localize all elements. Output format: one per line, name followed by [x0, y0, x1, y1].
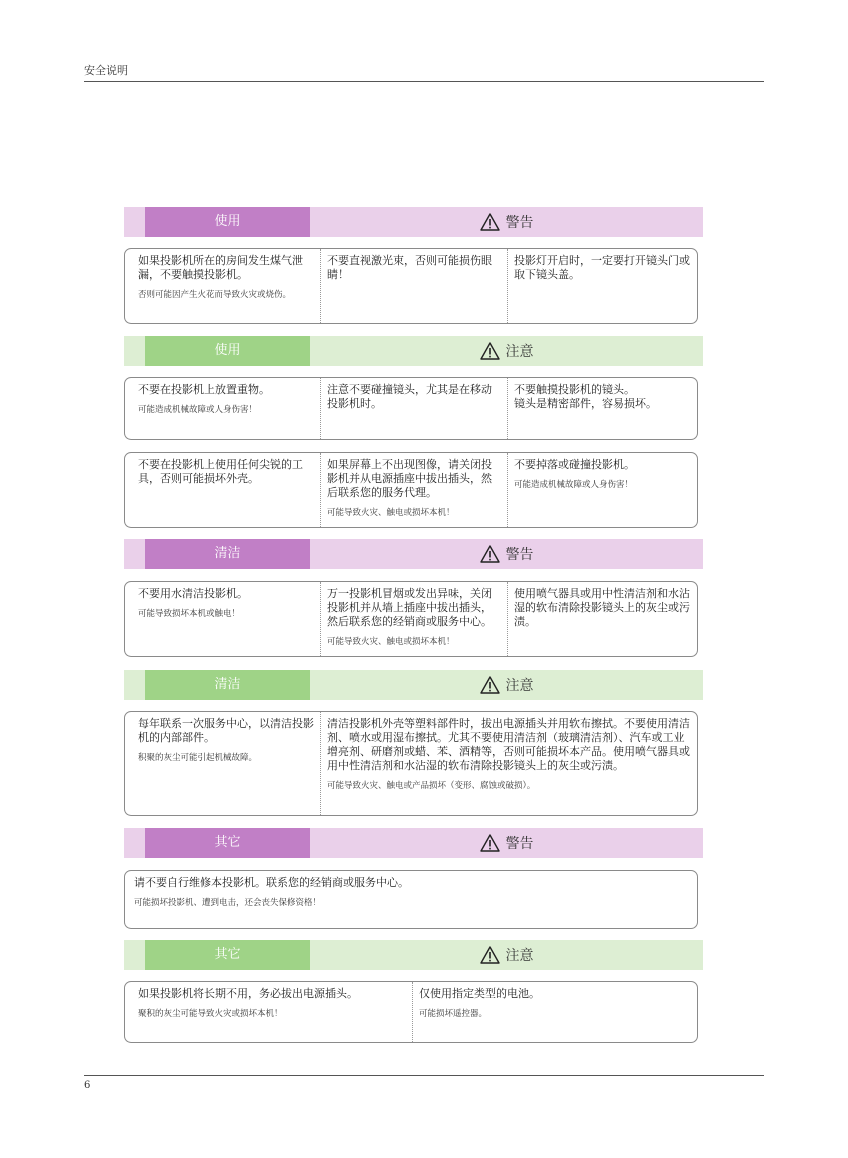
page-number: 6 [84, 1080, 91, 1091]
section-header-other-caution [124, 940, 703, 970]
notice-consequence: 否则可能因产生火花而导致火灾或烧伤。 [138, 290, 292, 300]
notice-cell [320, 582, 507, 656]
notice-consequence: 可能导致火灾、触电或产品损坏（变形、腐蚀或破损）。 [327, 781, 536, 791]
warning-triangle-icon [480, 213, 500, 231]
section-level-label: 注意 [505, 344, 534, 360]
notice-consequence: 可能造成机械故障或人身伤害！ [138, 405, 258, 415]
section-level-label: 警告 [505, 836, 534, 852]
section-category: 其它 [145, 828, 310, 858]
notice-text: 仅使用指定类型的电池。 [419, 987, 540, 1000]
section-level-label: 警告 [505, 547, 534, 563]
section-header-use-caution [124, 336, 703, 366]
section-level [310, 539, 703, 569]
notice-cell [507, 378, 697, 439]
notice-consequence: 可能损坏投影机、遭到电击，还会丧失保修资格！ [134, 898, 322, 908]
notice-cell [320, 378, 507, 439]
section-category: 其它 [145, 940, 310, 970]
notice-text: 不要触摸投影机的镜头。 镜头是精密部件，容易损坏。 [514, 383, 657, 410]
notice-text: 不要直视激光束，否则可能损伤眼睛！ [327, 254, 492, 281]
notice-text: 请不要自行维修本投影机。联系您的经销商或服务中心。 [134, 876, 409, 889]
section-level [310, 670, 703, 700]
notice-cell [125, 249, 320, 323]
notice-cell [320, 249, 507, 323]
notice-box [124, 377, 698, 440]
section-header-clean-warning [124, 539, 703, 569]
notice-text: 不要在投影机上放置重物。 [138, 383, 270, 396]
section-level [310, 828, 703, 858]
warning-triangle-icon [480, 946, 500, 964]
notice-text: 清洁投影机外壳等塑料部件时，拔出电源插头并用软布擦拭。不要使用清洁剂、喷水或用湿布擦拭。尤其不要使用清洁剂（玻璃清洁剂）、汽车或工业增亮剂、研磨剂或蜡、苯、酒精等，否则可能损坏本产品。使用喷气器具或用中性清洁剂和水沾湿的软布清除投影镜头上的灰尘或污渍。 [327, 717, 690, 772]
notice-text: 如果屏幕上不出现图像，请关闭投影机并从电源插座中拔出插头，然后联系您的服务代理。 [327, 458, 492, 499]
notice-cell [125, 871, 697, 928]
notice-text: 每年联系一次服务中心，以清洁投影机的内部部件。 [138, 717, 314, 744]
notice-box [124, 981, 698, 1043]
section-level [310, 940, 703, 970]
notice-box [124, 248, 698, 324]
notice-text: 注意不要碰撞镜头，尤其是在移动投影机时。 [327, 383, 492, 410]
notice-consequence: 可能造成机械故障或人身伤害！ [514, 480, 634, 490]
notice-consequence: 可能导致火灾、触电或损坏本机！ [327, 637, 455, 647]
warning-triangle-icon [480, 545, 500, 563]
notice-consequence: 可能损坏遥控器。 [419, 1009, 488, 1019]
notice-cell [125, 712, 320, 815]
section-category: 使用 [145, 336, 310, 366]
notice-cell [125, 453, 320, 527]
notice-box [124, 870, 698, 929]
header-divider [84, 81, 764, 82]
notice-text: 投影灯开启时，一定要打开镜头门或取下镜头盖。 [514, 254, 690, 281]
notice-cell [320, 712, 697, 815]
section-header-other-warning [124, 828, 703, 858]
notice-consequence: 可能导致损坏本机或触电！ [138, 609, 241, 619]
warning-triangle-icon [480, 676, 500, 694]
warning-triangle-icon [480, 342, 500, 360]
section-level-label: 注意 [505, 678, 534, 694]
section-level [310, 207, 703, 237]
notice-cell [507, 582, 697, 656]
notice-cell [125, 582, 320, 656]
section-category: 使用 [145, 207, 310, 237]
notice-text: 不要掉落或碰撞投影机。 [514, 458, 635, 471]
notice-cell [125, 982, 412, 1042]
notice-text: 如果投影机所在的房间发生煤气泄漏，不要触摸投影机。 [138, 254, 303, 281]
notice-consequence: 可能导致火灾、触电或损坏本机！ [327, 508, 455, 518]
page-header-title: 安全说明 [84, 64, 128, 77]
section-level [310, 336, 703, 366]
notice-box [124, 711, 698, 816]
notice-cell [412, 982, 697, 1042]
notice-box [124, 581, 698, 657]
notice-text: 万一投影机冒烟或发出异味，关闭投影机并从墙上插座中拔出插头，然后联系您的经销商或服务中心。 [327, 587, 492, 628]
notice-consequence: 积聚的灰尘可能引起机械故障。 [138, 753, 258, 763]
section-level-label: 注意 [505, 948, 534, 964]
section-level-label: 警告 [505, 215, 534, 231]
section-header-use-warning [124, 207, 703, 237]
notice-cell [320, 453, 507, 527]
notice-box [124, 452, 698, 528]
notice-text: 如果投影机将长期不用，务必拔出电源插头。 [138, 987, 358, 1000]
notice-consequence: 聚积的灰尘可能导致火灾或损坏本机！ [138, 1009, 283, 1019]
notice-text: 使用喷气器具或用中性清洁剂和水沾湿的软布清除投影镜头上的灰尘或污渍。 [514, 587, 690, 628]
warning-triangle-icon [480, 834, 500, 852]
section-header-clean-caution [124, 670, 703, 700]
notice-text: 不要在投影机上使用任何尖锐的工具，否则可能损坏外壳。 [138, 458, 303, 485]
footer-divider [84, 1075, 764, 1076]
section-category: 清洁 [145, 539, 310, 569]
notice-cell [125, 378, 320, 439]
section-category: 清洁 [145, 670, 310, 700]
notice-cell [507, 249, 697, 323]
notice-cell [507, 453, 697, 527]
notice-text: 不要用水清洁投影机。 [138, 587, 248, 600]
